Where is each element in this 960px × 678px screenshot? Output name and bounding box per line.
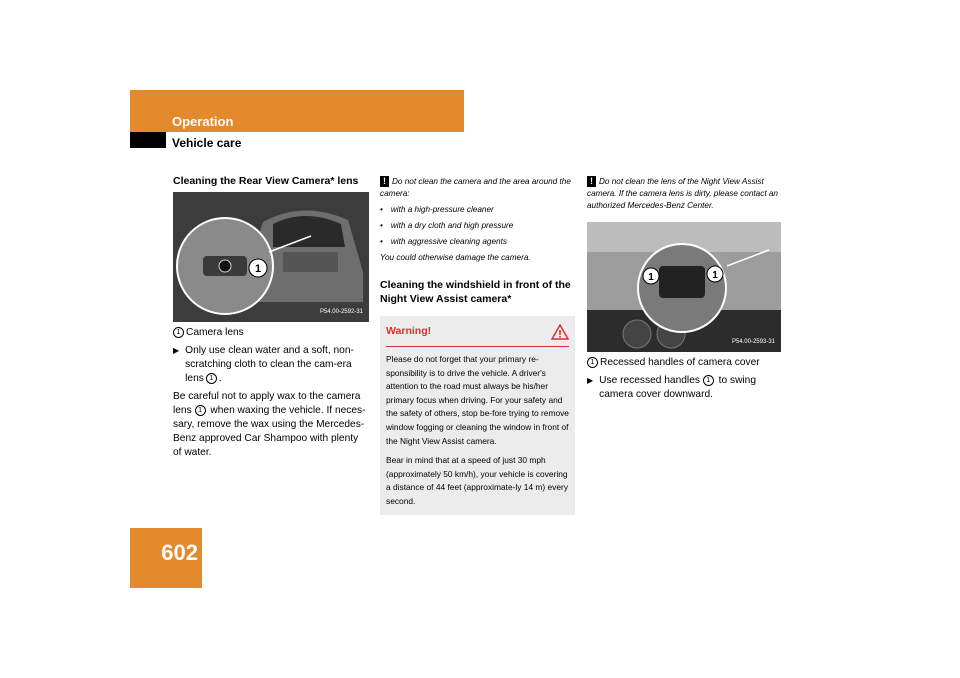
callout-1-right: 1 bbox=[712, 270, 718, 281]
arrow-right-icon: ▶ bbox=[587, 376, 594, 385]
callout-1: 1 bbox=[254, 263, 262, 275]
warning-box bbox=[380, 316, 575, 515]
exclamation-icon: ! bbox=[380, 176, 389, 187]
camera-note: ! Do not clean the camera and the area around the camera: • with a high-pressure cleaner • with a dry cloth and high pressure • with aggressive cleaning agents You could otherwise damage the camera. bbox=[380, 176, 571, 262]
lens-note: ! Do not clean the lens of the Night View Assist camera. If the camera lens is dirty, please contact an authorized Mercedes-Benz Center. bbox=[587, 176, 778, 210]
column-rear-view-camera bbox=[173, 174, 369, 464]
image-code: P54.00-2592-31 bbox=[319, 309, 363, 315]
windshield-illustration bbox=[587, 222, 781, 352]
warning-triangle-icon bbox=[551, 324, 569, 340]
arrow-right-icon: ▶ bbox=[173, 346, 180, 355]
column-night-view bbox=[380, 176, 575, 515]
callout-1-left: 1 bbox=[648, 272, 654, 283]
warning-text-2: Bear in mind that at a speed of just 30 mph (approximately 50 km/h), your vehicle is covering a distance of 44 feet (approximate-ly 14 m) every second. bbox=[386, 455, 569, 506]
warning-text-1: Please do not forget that your primary re-sponsibility is to drive the vehicle. A driver's attention to the road must always be his/her primary focus when driving. For your safety and the safety of others, stop be-fore trying to remove window fogging or cleaning the window in front of the Night View Assist camera. bbox=[386, 354, 569, 446]
legend-item: 1 Camera lens bbox=[173, 326, 369, 340]
wax-paragraph: Be careful not to apply wax to the camera lens 1 when waxing the vehicle. If neces-sary, remove the wax using the Mercedes-Benz approved Car Shampoo with plenty of water. bbox=[173, 391, 366, 458]
instruction-bullet: ▶ Only use clean water and a soft, non-scratching cloth to clean the cam-era lens 1 . bbox=[173, 345, 354, 384]
instruction-bullet: ▶ Use recessed handles 1 to swing camera cover downward. bbox=[587, 375, 757, 400]
rear-camera-image bbox=[173, 192, 369, 322]
column-night-view-lens bbox=[587, 176, 782, 406]
night-view-camera-image bbox=[587, 222, 781, 352]
section-title: Operation bbox=[172, 114, 234, 129]
rear-car-illustration bbox=[173, 192, 369, 322]
heading-night-view: Cleaning the windshield in front of the Night View Assist camera* bbox=[380, 279, 571, 305]
page-number: 602 bbox=[161, 540, 198, 565]
legend-item: 1 Recessed handles of camera cover bbox=[587, 356, 782, 370]
image-code: P54.00-2593-31 bbox=[731, 339, 775, 345]
section-subtitle: Vehicle care bbox=[172, 136, 242, 150]
heading-rear-camera: Cleaning the Rear View Camera* lens bbox=[173, 175, 359, 187]
header-accent bbox=[130, 132, 166, 148]
warning-title: Warning! bbox=[386, 325, 432, 338]
exclamation-icon: ! bbox=[587, 176, 596, 187]
